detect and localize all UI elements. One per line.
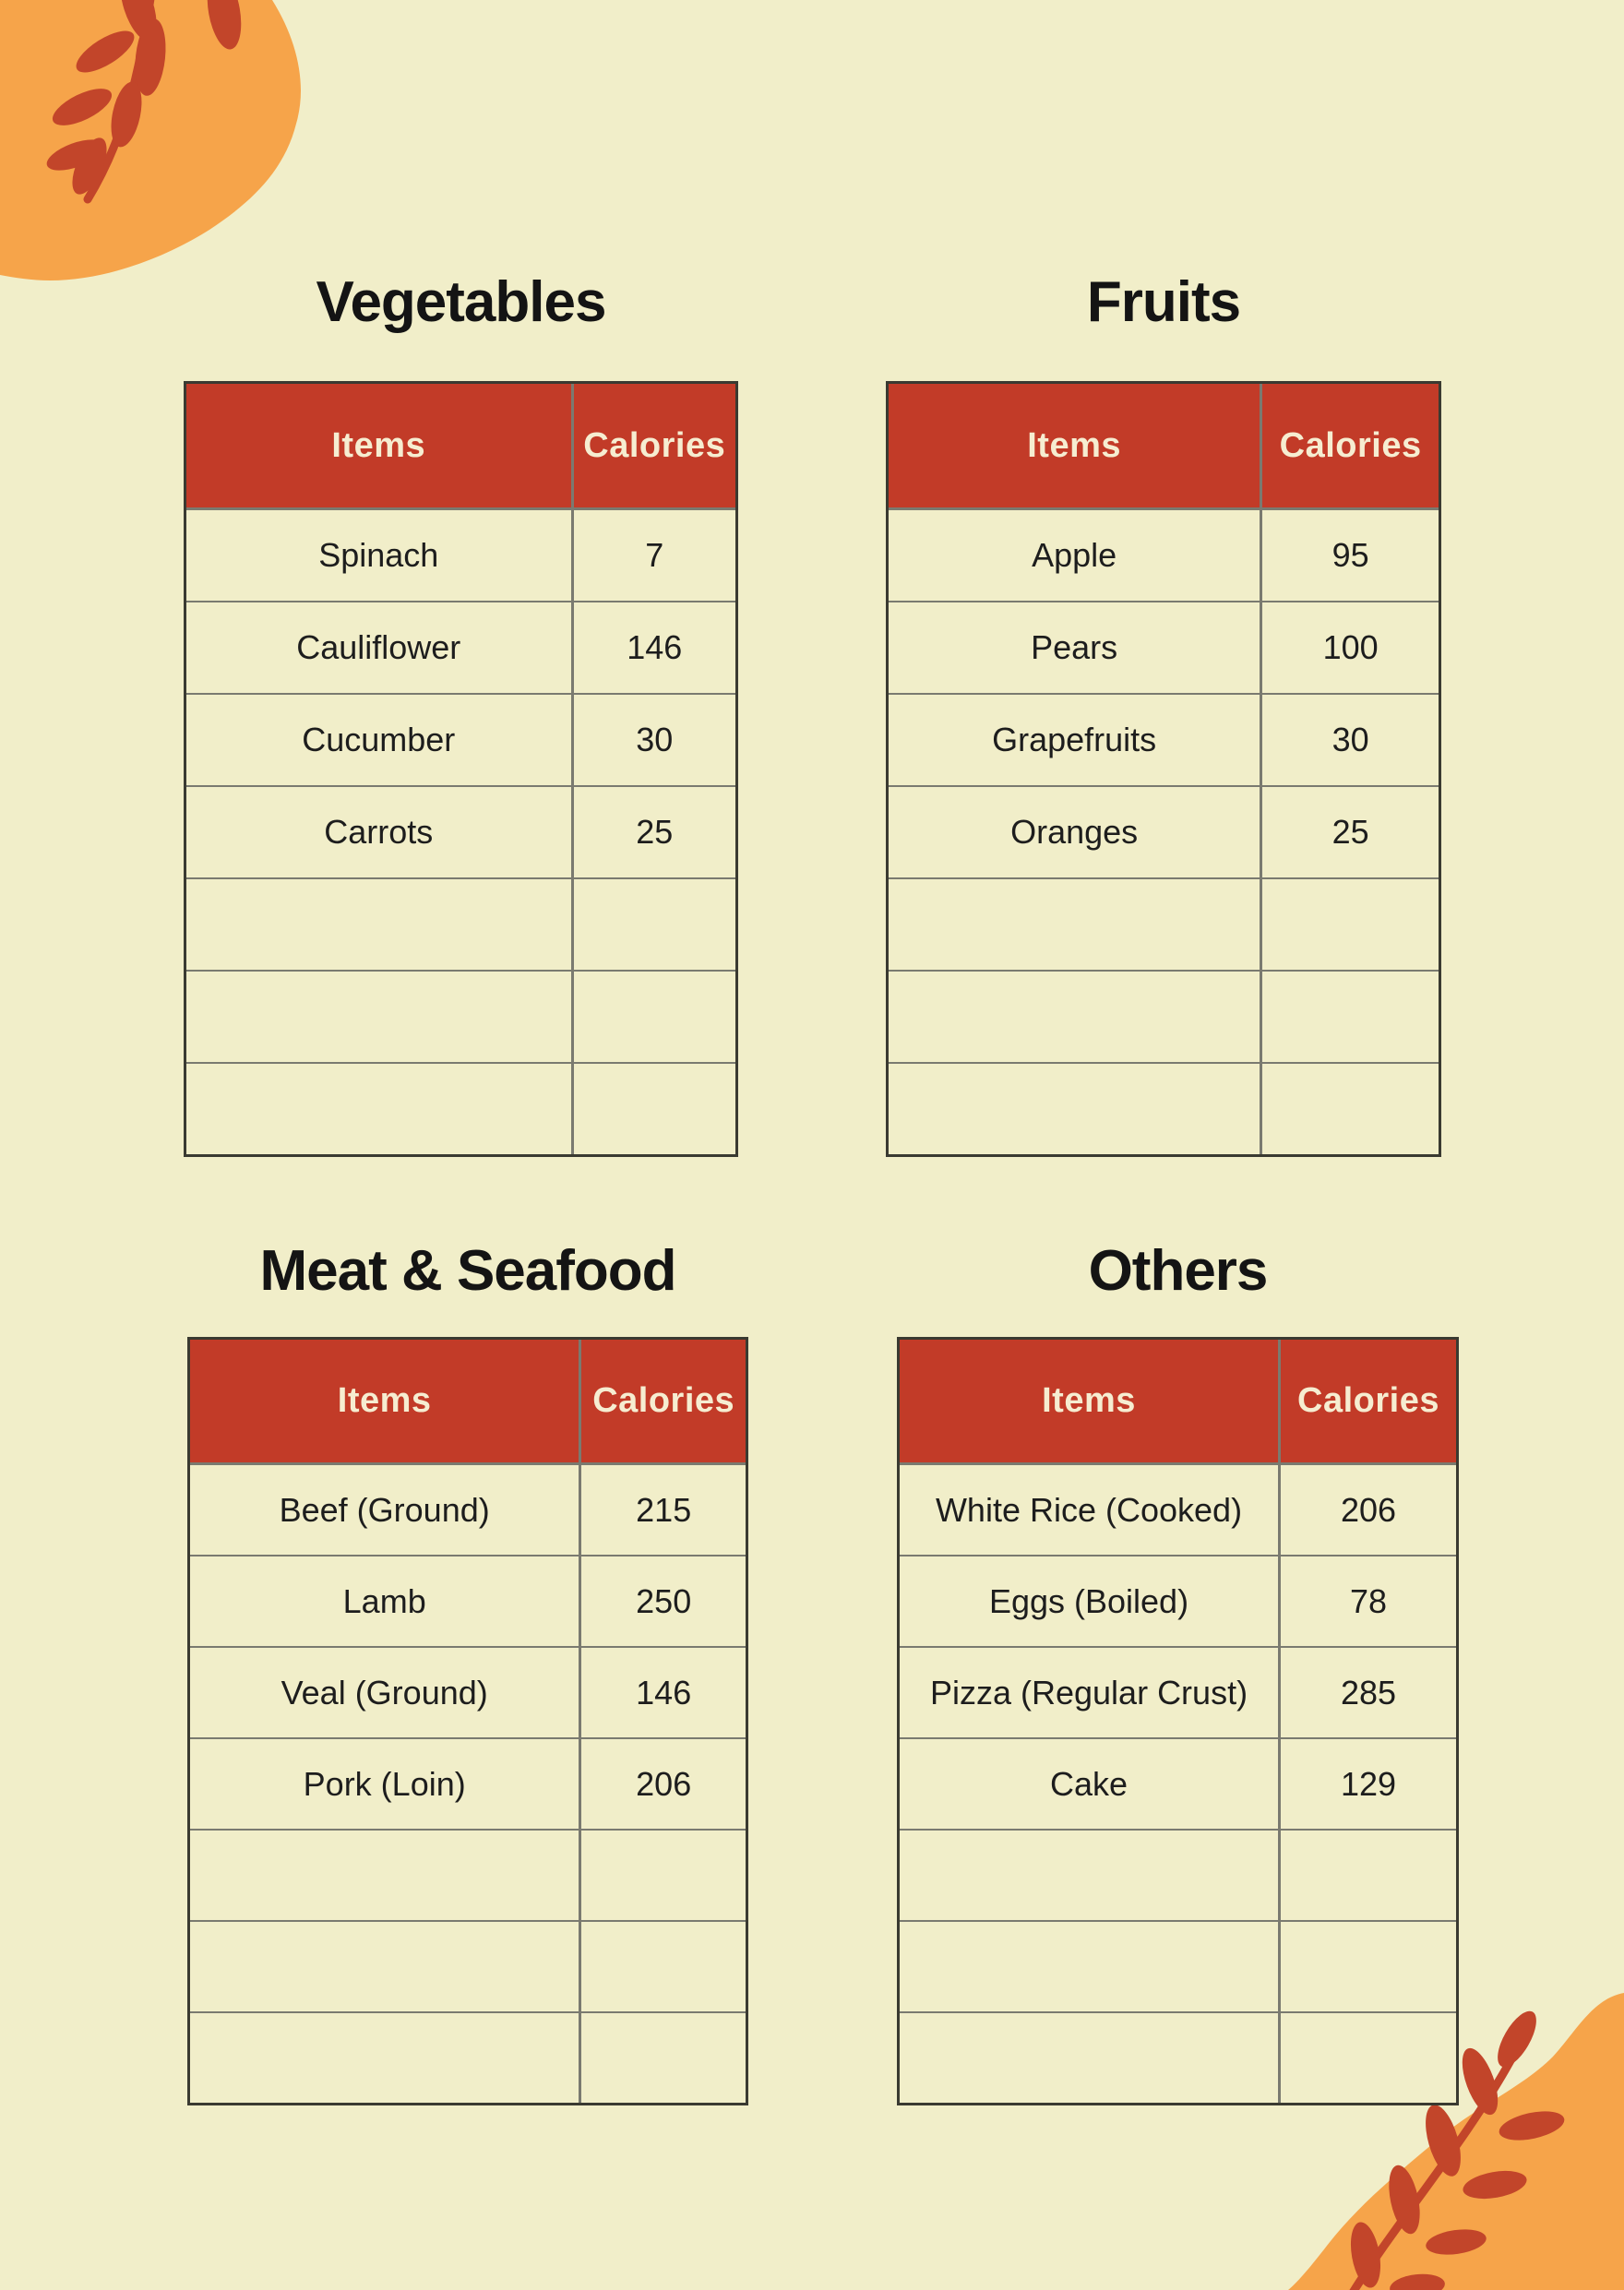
meat-seafood-table bbox=[187, 1337, 748, 2105]
empty-calories-cell bbox=[1278, 2013, 1456, 2103]
empty-item-cell bbox=[889, 879, 1260, 970]
table-empty-row bbox=[889, 877, 1439, 970]
item-cell: Grapefruits bbox=[992, 721, 1157, 758]
table-row bbox=[186, 693, 735, 785]
table-row bbox=[889, 693, 1439, 785]
item-cell: Beef (Ground) bbox=[279, 1490, 490, 1529]
empty-calories-cell bbox=[1260, 972, 1439, 1062]
calories-cell: 25 bbox=[1260, 787, 1439, 877]
calories-header-cell: Calories bbox=[579, 1340, 746, 1462]
item-cell: Oranges bbox=[1010, 813, 1139, 851]
item-cell: Carrots bbox=[324, 813, 434, 851]
table-row bbox=[900, 1737, 1456, 1829]
table-header-row bbox=[889, 384, 1439, 507]
leaf bbox=[1490, 2006, 1544, 2073]
calories-cell: 95 bbox=[1260, 510, 1439, 601]
leaf bbox=[1389, 2272, 1446, 2290]
calories-header-cell: Calories bbox=[571, 384, 736, 507]
leaf bbox=[1461, 2166, 1529, 2203]
calories-cell: 206 bbox=[579, 1739, 746, 1829]
fruits-section bbox=[886, 270, 1441, 1157]
empty-calories-cell bbox=[571, 972, 736, 1062]
item-cell: Cake bbox=[1049, 1764, 1128, 1803]
table-empty-row bbox=[900, 1829, 1456, 1920]
empty-calories-cell bbox=[1278, 1831, 1456, 1920]
table-header-row bbox=[186, 384, 735, 507]
calories-cell: 129 bbox=[1278, 1739, 1456, 1829]
table-row bbox=[186, 785, 735, 877]
vegetables-table bbox=[184, 381, 738, 1157]
empty-item-cell bbox=[186, 972, 571, 1062]
empty-calories-cell bbox=[579, 1831, 746, 1920]
table-empty-row bbox=[900, 1920, 1456, 2011]
calories-header-cell: Calories bbox=[1278, 1340, 1456, 1462]
table-empty-row bbox=[190, 1920, 746, 2011]
item-cell: White Rice (Cooked) bbox=[935, 1490, 1243, 1529]
calories-header-cell: Calories bbox=[1260, 384, 1439, 507]
calories-cell: 146 bbox=[579, 1648, 746, 1737]
calories-cell: 146 bbox=[571, 602, 736, 693]
meat-seafood-section bbox=[187, 1239, 748, 2105]
leaf bbox=[132, 18, 170, 98]
leaf bbox=[1497, 2106, 1567, 2145]
table-row bbox=[889, 601, 1439, 693]
fruits-title: Fruits bbox=[1086, 270, 1241, 334]
item-cell: Pork (Loin) bbox=[303, 1764, 466, 1803]
item-cell: Pears bbox=[1031, 628, 1118, 666]
leaf bbox=[1346, 2220, 1385, 2290]
others-title: Others bbox=[1088, 1239, 1268, 1303]
empty-item-cell bbox=[900, 1922, 1278, 2011]
vegetables-section bbox=[184, 270, 738, 1157]
calories-cell: 25 bbox=[571, 787, 736, 877]
item-cell: Apple bbox=[1032, 536, 1117, 574]
table-row bbox=[186, 601, 735, 693]
empty-item-cell bbox=[900, 1831, 1278, 1920]
calories-cell: 100 bbox=[1260, 602, 1439, 693]
items-header-cell: Items bbox=[331, 425, 426, 465]
item-cell: Cauliflower bbox=[296, 628, 461, 666]
leaf bbox=[1419, 2101, 1468, 2180]
others-section bbox=[897, 1239, 1459, 2105]
calories-cell: 206 bbox=[1278, 1465, 1456, 1555]
leaf bbox=[66, 133, 113, 199]
leaf bbox=[1425, 2226, 1488, 2259]
leaf bbox=[1383, 2163, 1425, 2237]
calories-cell: 78 bbox=[1278, 1556, 1456, 1646]
empty-item-cell bbox=[889, 972, 1260, 1062]
table-row bbox=[190, 1646, 746, 1737]
empty-calories-cell bbox=[1260, 1064, 1439, 1154]
items-header-cell: Items bbox=[337, 1381, 432, 1420]
leaf bbox=[70, 23, 140, 80]
items-header-cell: Items bbox=[1042, 1381, 1136, 1420]
leaf bbox=[47, 81, 116, 133]
empty-calories-cell bbox=[579, 2013, 746, 2103]
branch-stem bbox=[88, 0, 153, 199]
table-empty-row bbox=[186, 970, 735, 1062]
fruits-table bbox=[886, 381, 1441, 1157]
empty-calories-cell bbox=[571, 879, 736, 970]
table-row bbox=[190, 1462, 746, 1555]
leaf bbox=[113, 0, 163, 45]
table-row bbox=[190, 1555, 746, 1646]
empty-item-cell bbox=[190, 1831, 579, 1920]
item-cell: Pizza (Regular Crust) bbox=[929, 1673, 1248, 1712]
table-empty-row bbox=[889, 970, 1439, 1062]
table-empty-row bbox=[190, 2011, 746, 2103]
table-empty-row bbox=[889, 1062, 1439, 1154]
meat-seafood-title: Meat & Seafood bbox=[259, 1239, 676, 1303]
calories-cell: 250 bbox=[579, 1556, 746, 1646]
leaf bbox=[43, 133, 109, 176]
empty-item-cell bbox=[186, 879, 571, 970]
leaf bbox=[106, 79, 147, 150]
table-row bbox=[186, 507, 735, 601]
calories-cell: 7 bbox=[571, 510, 736, 601]
others-table bbox=[897, 1337, 1459, 2105]
empty-calories-cell bbox=[579, 1922, 746, 2011]
item-cell: Eggs (Boiled) bbox=[988, 1581, 1189, 1620]
table-empty-row bbox=[190, 1829, 746, 1920]
empty-item-cell bbox=[889, 1064, 1260, 1154]
table-row bbox=[889, 785, 1439, 877]
table-empty-row bbox=[186, 877, 735, 970]
vegetables-title: Vegetables bbox=[316, 270, 606, 334]
empty-item-cell bbox=[186, 1064, 571, 1154]
table-row bbox=[900, 1555, 1456, 1646]
table-header-row bbox=[190, 1340, 746, 1462]
items-header-cell: Items bbox=[1027, 425, 1122, 465]
table-row bbox=[900, 1462, 1456, 1555]
table-empty-row bbox=[186, 1062, 735, 1154]
calories-cell: 215 bbox=[579, 1465, 746, 1555]
empty-item-cell bbox=[900, 2013, 1278, 2103]
table-row bbox=[190, 1737, 746, 1829]
leaf-branch bbox=[43, 0, 246, 199]
empty-calories-cell bbox=[571, 1064, 736, 1154]
table-header-row bbox=[900, 1340, 1456, 1462]
table-empty-row bbox=[900, 2011, 1456, 2103]
table-row bbox=[900, 1646, 1456, 1737]
empty-calories-cell bbox=[1278, 1922, 1456, 2011]
item-cell: Veal (Ground) bbox=[281, 1673, 488, 1712]
item-cell: Spinach bbox=[318, 536, 439, 574]
calories-cell: 30 bbox=[1260, 695, 1439, 785]
leaf bbox=[202, 0, 246, 52]
item-cell: Cucumber bbox=[302, 721, 456, 758]
empty-calories-cell bbox=[1260, 879, 1439, 970]
calories-cell: 285 bbox=[1278, 1648, 1456, 1737]
item-cell: Lamb bbox=[342, 1581, 426, 1620]
empty-item-cell bbox=[190, 2013, 579, 2103]
empty-item-cell bbox=[190, 1922, 579, 2011]
orange-blob-shape bbox=[0, 0, 301, 280]
calories-cell: 30 bbox=[571, 695, 736, 785]
leaf bbox=[1455, 2044, 1505, 2119]
table-row bbox=[889, 507, 1439, 601]
